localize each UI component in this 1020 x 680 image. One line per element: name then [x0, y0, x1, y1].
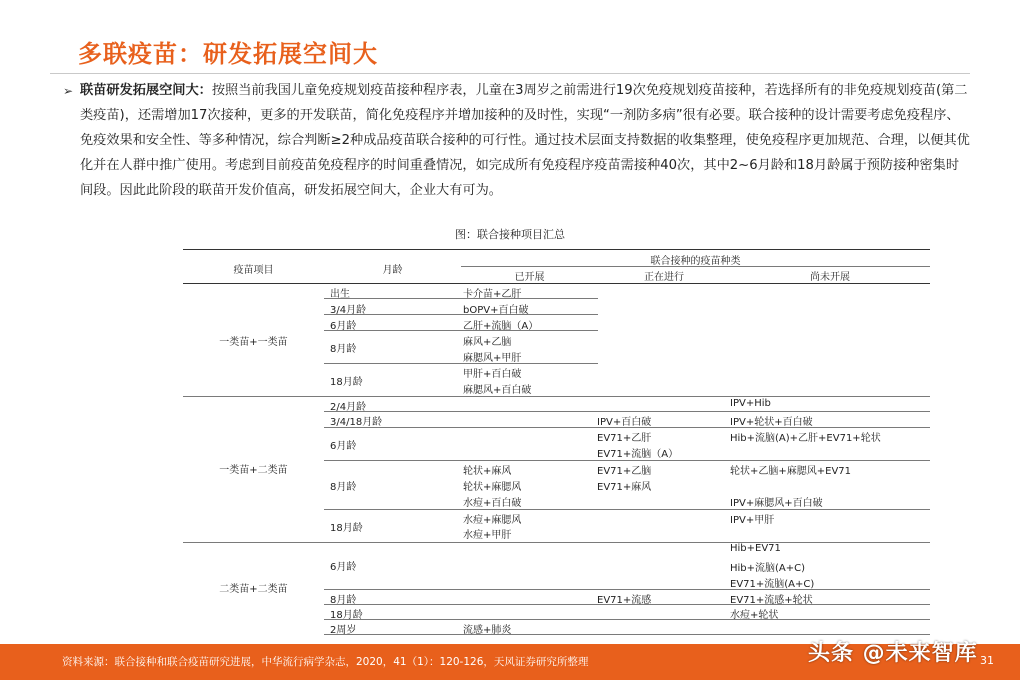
age-cell: 3/4/18月龄 [330, 417, 383, 428]
row-rule [324, 460, 930, 461]
group-rule [183, 396, 930, 397]
done-cell: 水痘+甲肝 [463, 530, 512, 541]
row-rule [324, 330, 598, 331]
not-started-cell: EV71+流感+轮状 [730, 595, 813, 606]
age-cell: 出生 [330, 289, 350, 300]
done-cell: 麻风+乙脑 [463, 337, 512, 348]
row-rule [324, 619, 930, 620]
group-label: 一类苗+一类苗 [219, 337, 288, 348]
body-paragraph [80, 78, 970, 203]
row-rule [324, 634, 930, 635]
combined-vaccination-table [183, 245, 930, 636]
table-top-rule [183, 249, 930, 250]
done-cell: 水痘+百白破 [463, 498, 522, 509]
not-started-cell: Hib+EV71 [730, 543, 781, 554]
age-cell: 6月龄 [330, 562, 357, 573]
row-rule [324, 363, 598, 364]
not-started-cell: IPV+轮状+百白破 [730, 417, 813, 428]
done-cell: 麻腮风+甲肝 [463, 353, 522, 364]
age-cell: 18月龄 [330, 610, 363, 621]
not-started-cell: IPV+Hib [730, 398, 771, 409]
not-started-cell: Hib+流脑(A+C) [730, 563, 806, 574]
header-combined: 联合接种的疫苗种类 [650, 256, 741, 267]
header-ongoing: 正在进行 [644, 272, 684, 283]
watermark: 头条 @未来智库 [808, 641, 978, 666]
paragraph-lead: 联苗研发拓展空间大： [80, 83, 212, 98]
source-note: 资料来源：联合接种和联合疫苗研究进展，中华流行病学杂志，2020，41（1）：120-126，天风证券研究所整理 [62, 656, 589, 668]
header-done: 已开展 [514, 272, 545, 283]
not-started-cell: IPV+甲肝 [730, 515, 775, 526]
age-cell: 2/4月龄 [330, 402, 367, 413]
age-cell: 8月龄 [330, 344, 357, 355]
done-cell: bOPV+百白破 [463, 305, 529, 316]
page-title: 多联疫苗：研发拓展空间大 [78, 40, 378, 68]
row-rule [324, 589, 930, 590]
not-started-cell: EV71+流脑(A+C) [730, 579, 815, 590]
row-rule [324, 509, 930, 510]
ongoing-cell: IPV+百白破 [597, 417, 652, 428]
age-cell: 2周岁 [330, 625, 357, 636]
group-rule [183, 542, 930, 543]
age-cell: 6月龄 [330, 441, 357, 452]
header-age: 月龄 [382, 265, 403, 276]
done-cell: 卡介苗+乙肝 [463, 289, 522, 300]
age-cell: 3/4月龄 [330, 305, 367, 316]
age-cell: 18月龄 [330, 377, 363, 388]
age-cell: 8月龄 [330, 595, 357, 606]
done-cell: 流感+肺炎 [463, 625, 512, 636]
ongoing-cell: EV71+麻风 [597, 482, 652, 493]
done-cell: 轮状+麻腮风 [463, 482, 522, 493]
group-label: 一类苗+二类苗 [219, 465, 288, 476]
age-cell: 8月龄 [330, 482, 357, 493]
age-cell: 6月龄 [330, 321, 357, 332]
not-started-cell: Hib+流脑(A)+乙肝+EV71+轮状 [730, 433, 881, 444]
row-rule [324, 411, 930, 412]
title-divider [50, 73, 970, 74]
done-cell: 乙肝+流脑（A） [463, 321, 539, 332]
done-cell: 麻腮风+百白破 [463, 385, 532, 396]
not-started-cell: 轮状+乙脑+麻腮风+EV71 [730, 466, 852, 477]
row-rule [324, 298, 598, 299]
age-cell: 18月龄 [330, 523, 363, 534]
done-cell: 水痘+麻腮风 [463, 515, 522, 526]
not-started-cell: IPV+麻腮风+百白破 [730, 498, 823, 509]
ongoing-cell: EV71+流脑（A） [597, 449, 679, 460]
ongoing-cell: EV71+乙肝 [597, 433, 652, 444]
bullet-arrow-icon: ➢ [63, 84, 74, 98]
header-bottom-rule [183, 283, 930, 284]
header-vaccine-item: 疫苗项目 [233, 265, 274, 276]
figure-caption: 图：联合接种项目汇总 [455, 228, 565, 241]
header-not-started: 尚未开展 [810, 272, 850, 283]
page-number: 31 [980, 654, 994, 667]
group-label: 二类苗+二类苗 [219, 584, 288, 595]
done-cell: 甲肝+百白破 [463, 369, 522, 380]
done-cell: 轮状+麻风 [463, 466, 512, 477]
not-started-cell: 水痘+轮状 [730, 610, 779, 621]
ongoing-cell: EV71+乙脑 [597, 466, 652, 477]
paragraph-text: 按照当前我国儿童免疫规划疫苗接种程序表，儿童在3周岁之前需进行19次免疫规划疫苗接种，若选择所有的非免疫规划疫苗(第二类疫苗)，还需增加17次接种，更多的开发联苗，简化免疫程序并增加接种的及时性，实现“一剂防多病”很有必要。联合接种的设计需要考虑免疫程序、免疫效果和安全性、等多种情况，综合判断≥2种成品疫苗联合接种的可行性。通过技术层面支持数据的收集整理，使免疫程序更加规范、合理，以便其优化并在人群中推广使用。考虑到目前疫苗免疫程序的时间重叠情况，如完成所有免疫程序疫苗需接种40次，其中2~6月龄和18月龄属于预防接种密集时间段。因此此阶段的联苗开发价值高，研发拓展空间大，企业大有可为。 [80, 83, 970, 198]
ongoing-cell: EV71+流感 [597, 595, 652, 606]
